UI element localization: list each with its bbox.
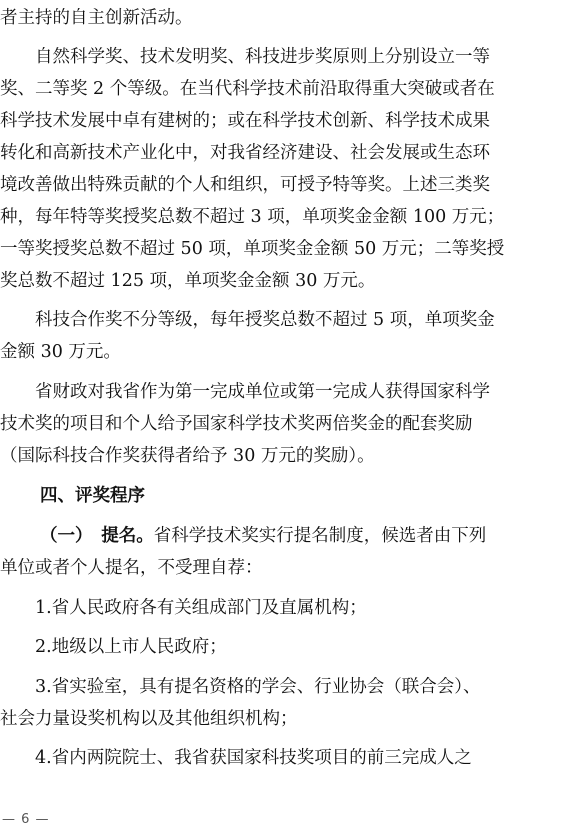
paragraph-line: 奖总数不超过 125 项，单项奖金金额 30 万元。 <box>0 271 376 291</box>
nomination-label: （一） 提名。 <box>40 526 154 546</box>
paragraph-line: 技术奖的项目和个人给予国家科学技术奖两倍奖金的配套奖励 <box>0 414 473 434</box>
paragraph-line: 奖、二等奖 2 个等级。在当代科学技术前沿取得重大突破或者在 <box>0 79 495 99</box>
nomination-text: 省科学技术奖实行提名制度，候选者由下列 <box>153 526 487 546</box>
paragraph-line: （国际科技合作奖获得者给予 30 万元的奖励）。 <box>0 446 375 466</box>
paragraph-line: 科学技术发展中卓有建树的；或在科学技术创新、科学技术成果 <box>0 111 490 131</box>
paragraph-line: 自然科学奖、技术发明奖、科技进步奖原则上分别设立一等 <box>0 47 490 67</box>
paragraph-line: 社会力量设奖机构以及其他组织机构； <box>0 709 298 729</box>
paragraph-line: 境改善做出特殊贡献的个人和组织，可授予特等奖。上述三类奖 <box>0 175 490 195</box>
paragraph-line: 科技合作奖不分等级，每年授奖总数不超过 5 项，单项奖金 <box>0 310 495 330</box>
page-footer <box>2 812 50 827</box>
paragraph-line: 省财政对我省作为第一完成单位或第一完成人获得国家科学 <box>0 382 490 402</box>
list-item: 1.省人民政府各有关组成部门及直属机构； <box>0 598 367 618</box>
list-item: 3.省实验室，具有提名资格的学会、行业协会（联合会）、 <box>0 677 481 697</box>
list-item: 2.地级以上市人民政府； <box>0 637 227 657</box>
paragraph-line: 单位或者个人提名，不受理自荐： <box>0 558 263 578</box>
nomination-line <box>40 524 562 550</box>
paragraph-line: 种，每年特等奖授奖总数不超过 3 项，单项奖金金额 100 万元； <box>0 207 505 227</box>
section-heading: 四、评奖程序 <box>40 486 145 506</box>
paragraph-line: 金额 30 万元。 <box>0 342 121 362</box>
paragraph-line: 转化和高新技术产业化中，对我省经济建设、社会发展或生态环 <box>0 143 490 163</box>
paragraph-line: 者主持的自主创新活动。 <box>0 8 193 28</box>
list-item: 4.省内两院院士、我省获国家科技奖项目的前三完成人之 <box>0 748 472 768</box>
paragraph-line: 一等奖授奖总数不超过 50 项，单项奖金金额 50 万元；二等奖授 <box>0 239 505 259</box>
page-number: — 6 — <box>2 812 50 827</box>
